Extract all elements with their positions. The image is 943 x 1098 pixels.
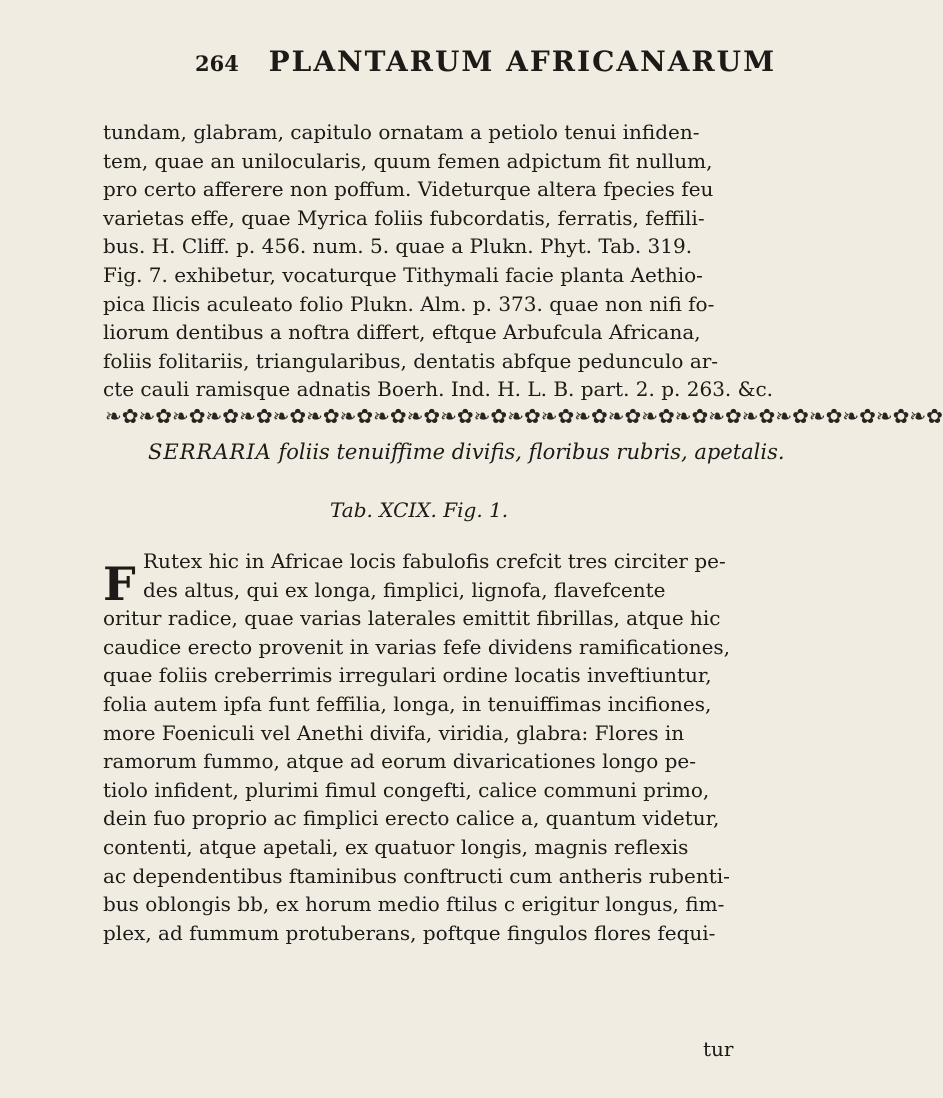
drop-cap-initial: F: [103, 557, 136, 611]
text-line: des altus, qui ex longa, fimplici, lignofa, flavefcente: [143, 577, 666, 602]
text-line: Fig. 7. exhibetur, vocaturque Tithymali facie planta Aethio-: [103, 262, 703, 287]
text-line: oritur radice, quae varias laterales emittit fibrillas, atque hic: [103, 606, 721, 631]
text-line: Rutex hic in Africae locis fabulofis crefcit tres circiter pe-: [143, 549, 726, 573]
text-line: varietas effe, quae Myrica foliis fubcordatis, ferratis, feffili-: [103, 205, 705, 230]
running-title: PLANTARUM AFRICANARUM: [268, 45, 777, 78]
text-line: pro certo afferere non poffum. Videturque altera fpecies feu: [103, 177, 714, 202]
text-line: more Foeniculi vel Anethi divifa, viridia, glabra: Flores in: [103, 720, 685, 745]
page-number: 264: [195, 51, 239, 76]
genus-name: SERRARIA: [148, 440, 272, 464]
text-line: folia autem ipfa funt feffilia, longa, in tenuiffimas incifiones,: [103, 691, 712, 716]
paragraph-serraria: [103, 547, 753, 947]
text-line: caudice erecto provenit in varias fefe dividens ramificationes,: [103, 634, 731, 659]
ornamental-divider: ❧✿❧✿❧✿❧✿❧✿❧✿❧✿❧✿❧✿❧✿❧✿❧✿❧✿❧✿❧✿❧✿❧✿❧✿❧✿❧✿❧✿❧✿❧✿❧✿❧✿: [105, 404, 943, 428]
text-line: bus oblongis bb, ex horum medio ftilus c erigitur longus, fim-: [103, 892, 725, 917]
text-line: ac dependentibus ftaminibus conftructi cum antheris rubenti-: [103, 863, 730, 888]
catchword: tur: [703, 1037, 734, 1061]
paragraph-myrica: [103, 118, 773, 404]
species-description: foliis tenuiffime divifis, floribus rubris, apetalis.: [278, 440, 785, 464]
species-heading: [148, 440, 785, 464]
text-line: bus. H. Cliff. p. 456. num. 5. quae a Plukn. Phyt. Tab. 319.: [103, 234, 693, 259]
text-line: liorum dentibus a noftra differt, eftque Arbufcula Africana,: [103, 320, 701, 345]
text-line: contenti, atque apetali, ex quatuor longis, magnis reflexis: [103, 834, 689, 859]
page-header: [195, 45, 777, 78]
text-line: tem, quae an unilocularis, quum femen adpictum fit nullum,: [103, 148, 713, 173]
text-line: ramorum fummo, atque ad eorum divaricationes longo pe-: [103, 749, 697, 774]
text-line: foliis folitariis, triangularibus, dentatis abfque pedunculo ar-: [103, 348, 719, 373]
text-line: dein fuo proprio ac fimplici erecto calice a, quantum videtur,: [103, 806, 720, 831]
text-line: plex, ad fummum protuberans, poftque fingulos flores fequi-: [103, 920, 716, 945]
text-line: tiolo infident, plurimi fimul congefti, calice communi primo,: [103, 777, 710, 802]
text-line: pica Ilicis aculeato folio Plukn. Alm. p. 373. quae non nifi fo-: [103, 291, 715, 316]
text-line: cte cauli ramisque adnatis Boerh. Ind. H. L. B. part. 2. p. 263. &c.: [103, 377, 773, 402]
plate-reference: Tab. XCIX. Fig. 1.: [330, 498, 509, 522]
text-line: tundam, glabram, capitulo ornatam a petiolo tenui infiden-: [103, 120, 700, 144]
text-line: quae foliis creberrimis irregulari ordine locatis inveftiuntur,: [103, 663, 712, 688]
